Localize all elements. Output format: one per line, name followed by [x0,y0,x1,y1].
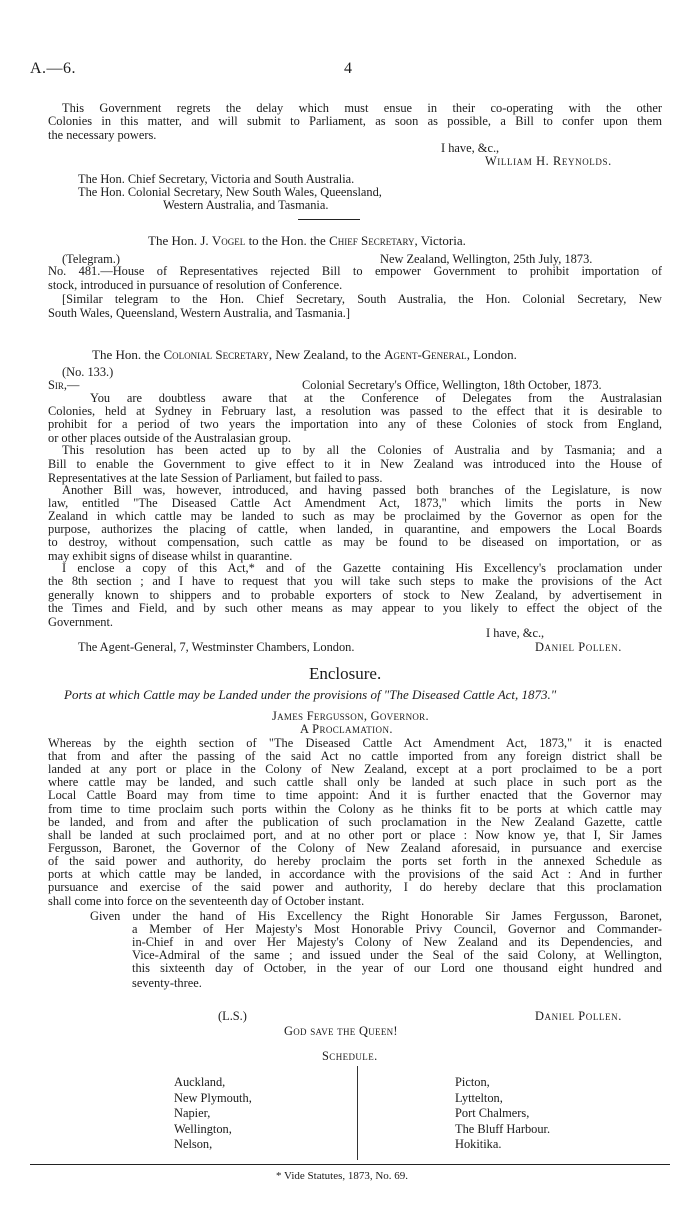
paragraph-line: Another Bill was, however, introduced, and having passed both branches of the Legislature, is now [62,482,662,497]
paragraph-line: South Wales, Queensland, Western Australia, and Tasmania.] [48,306,351,320]
enclosure-title: Enclosure. [309,664,382,683]
paragraph-line: purpose, authorizes the placing of cattle, when landed, in quarantine, and empowers the Local Boards [48,522,662,536]
schedule-port-right: Picton, [455,1075,490,1089]
given-line: Vice-Admiral of the same ; and issued under the Seal of the said Colony, at Wellington, [132,948,662,963]
schedule-heading: Schedule. [322,1049,378,1063]
paragraph-line: This Government regrets the delay which must ensue in their co-operating with the other [62,101,662,115]
paragraph-line: [Similar telegram to the Hon. Chief Secretary, South Australia, the Hon. Colonial Secretary, New [62,292,662,306]
paragraph-line: or other places outside of the Australasian group. [48,431,291,446]
addressee-line: Western Australia, and Tasmania. [163,198,329,212]
schedule-port-right: Hokitika. [455,1137,502,1151]
proclamation-line: where cattle may be landed, and such cattle shall only be landed at such place in such port as the [48,775,662,790]
given-line: this sixteenth day of October, in the year of our Lord one thousand eight hundred and [132,961,662,976]
signature: William H. Reynolds. [485,154,612,168]
proclamation-line: of the said power and authority, do hereby proclaim the ports set forth in the annexed Schedule as [48,853,662,868]
paragraph-line: prohibit for a period of two years the importation into any of these Colonies of stock from England, [48,417,662,432]
enclosure-subtitle: Ports at which Cattle may be Landed under the provisions of "The Diseased Cattle Act, 1873." [64,687,557,702]
schedule-port-left: Wellington, [174,1121,232,1136]
given-line: a Member of Her Majesty's Most Honorable Privy Council, Governor and Commander- [132,922,662,937]
salutation: Sir,— [48,378,80,392]
proclamation-line: from time to time proclaim such ports within the Colony as he thinks fit to be ports at which cattle may [48,801,662,816]
schedule-port-left: New Plymouth, [174,1090,252,1105]
letter-number: (No. 133.) [62,365,114,379]
proclamation-line: that from and after the passing of the said Act no cattle imported from any foreign district shall be [48,749,662,764]
proclamation-line: ports at which cattle may be landed, in accordance with the provisions of the said Act : And in further [48,867,662,881]
section-heading: The Hon. J. Vogel to the Hon. the Chief Secretary, Victoria. [148,233,466,248]
section-heading: The Hon. the Colonial Secretary, New Zealand, to the Agent-General, London. [92,347,517,362]
paragraph-line: to destroy, without compensation, such cattle as may be found to be diseased on importation, or as [48,535,662,550]
closing-line: I have, &c., [441,141,500,155]
addressee-line: The Hon. Colonial Secretary, New South Wales, Queensland, [78,185,382,199]
paragraph-line: Colonies, held at Sydney in February last, a resolution was passed to the effect that it is desirable to [48,404,662,419]
paragraph-line: You are doubtless aware that at the Conference of Delegates from the Australasian [90,391,662,405]
signature: Daniel Pollen. [535,640,622,654]
proclamation-line: Fergusson, Baronet, the Governor of the Colony of New Zealand aforesaid, in pursuance and exercise [48,840,662,855]
footnote-rule [30,1164,670,1165]
given-line: seventy-three. [132,975,202,990]
signature: Daniel Pollen. [535,1009,622,1023]
paragraph-line: the necessary powers. [48,128,157,142]
proclamation-line: be landed, and from and after the publication of such proclamation in the New Zealand Gazette, cattle [48,814,662,829]
paragraph-line: stock, introduced in pursuance of resolution of Conference. [48,278,343,292]
section-divider [298,219,360,220]
god-save-the-queen: God save the Queen! [284,1024,398,1038]
paragraph-line: the Times and Field, and by such other means as may appear to you likely to effect the object of the [48,600,662,615]
page-number: 4 [344,60,352,77]
paragraph-line: I enclose a copy of this Act,* and of the Gazette containing His Excellency's proclamation under [62,561,662,576]
proclamation-line: Local Cattle Board may from time to time appoint: And it is further enacted that the Governor may [48,788,662,803]
seal-mark: (L.S.) [218,1009,247,1023]
proclamation-line: Whereas by the eighth section of "The Diseased Cattle Act Amendment Act, 1873," it is enacted [48,736,662,750]
schedule-port-left: Auckland, [174,1075,226,1089]
proclamation-line: shall be landed at such proclaimed port, and at no other port or place : Now know ye, that I, Sir James [48,827,662,842]
letter-dateline: Colonial Secretary's Office, Wellington, 18th October, 1873. [302,378,602,392]
paragraph-line: generally known to shippers and to probable exporters of stock to New Zealand, by advertisement in [48,587,662,602]
given-line: Given under the hand of His Excellency the Right Honorable Sir James Fergusson, Baronet, [90,909,662,923]
schedule-port-left: Nelson, [174,1137,213,1151]
paragraph-line: may exhibit signs of disease whilst in quarantine. [48,549,293,564]
paragraph-line: This resolution has been acted up to by all the Colonies of Australia and by Tasmania; and a [62,443,662,458]
schedule-port-right: Port Chalmers, [455,1106,530,1120]
paragraph-line: Representatives at the late Session of Parliament, but failed to pass. [48,470,383,485]
paragraph-line: Colonies in this matter, and will submit to Parliament, as soon as possible, a Bill to confer upon them [48,114,662,128]
governor-line: James Fergusson, Governor. [272,709,429,723]
paragraph-line: No. 481.—House of Representatives rejected Bill to empower Government to prohibit importation of [48,264,662,278]
closing-line: I have, &c., [486,626,545,640]
given-line: in-Chief in and over Her Majesty's Colony of New Zealand and its Dependencies, and [132,935,662,950]
proclamation-line: shall come into force on the seventeenth day of October instant. [48,894,365,909]
paragraph-line: Bill to enable the Government to give effect to it in New Zealand was introduced into the House of [48,456,662,471]
schedule-port-left: Napier, [174,1106,211,1120]
addressee-line: The Agent-General, 7, Westminster Chambers, London. [78,640,355,654]
paragraph-line: law, entitled "The Diseased Cattle Act Amendment Act, 1873," which limits the ports in New [48,495,662,510]
schedule-port-right: Lyttelton, [455,1090,503,1105]
addressee-line: The Hon. Chief Secretary, Victoria and South Australia. [78,172,355,186]
proclamation-heading: A Proclamation. [300,722,393,736]
telegram-dateline: New Zealand, Wellington, 25th July, 1873. [380,252,593,266]
paragraph-line: the 8th section ; and I have to request that you will take such steps to make the provisions of the Act [48,574,662,589]
paragraph-line: Zealand in which cattle may be landed to such as may be proclaimed by the Governor as open for the [48,508,662,523]
schedule-port-right: The Bluff Harbour. [455,1121,551,1136]
paragraph-line: Government. [48,614,114,629]
footnote: * Vide Statutes, 1873, No. 69. [276,1170,409,1182]
proclamation-line: pursuance and exercise of the said power and authority, I do hereby declare that this proclamation [48,880,662,895]
proclamation-line: landed at any port or place in the Colony of New Zealand, except at a port proclaimed to be a port [48,762,662,777]
document-reference: A.—6. [30,60,77,77]
telegram-label: (Telegram.) [62,252,120,266]
schedule-column-divider [357,1066,358,1160]
